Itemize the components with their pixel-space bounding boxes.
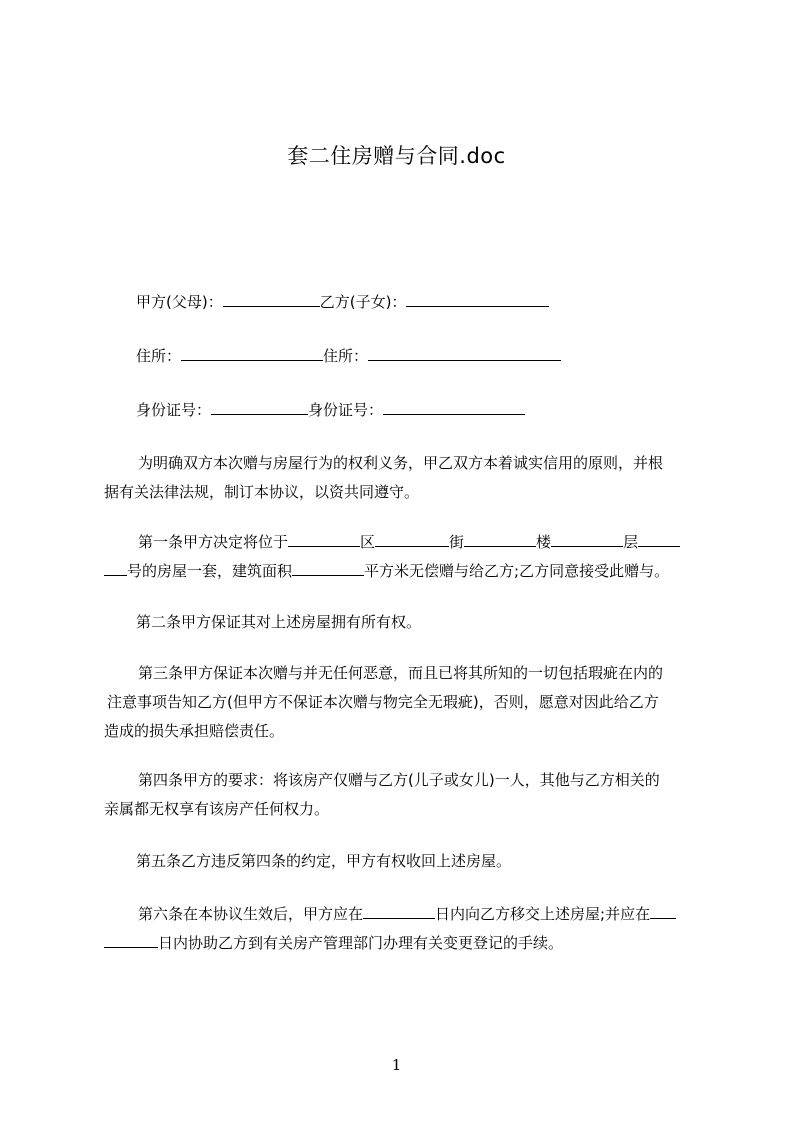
party-b-label: 乙方(子女)： <box>319 293 407 311</box>
article-1-line-1 <box>138 532 738 552</box>
address-line <box>136 346 736 366</box>
article-1-part-1: 第一条甲方决定将位于 <box>138 533 289 551</box>
address-a-label: 住所： <box>136 347 182 365</box>
article-1-part-5: 层 <box>623 533 639 551</box>
article-1-part-4: 楼 <box>536 533 552 551</box>
address-a-blank <box>181 346 323 361</box>
id-b-blank <box>383 400 525 415</box>
address-b-blank <box>368 346 561 361</box>
article-6-line-2 <box>104 933 704 953</box>
article-3-line-3: 造成的损失承担赔偿责任。 <box>104 722 285 740</box>
article-6-part-1: 第六条在本协议生效后，甲方应在 <box>138 905 364 923</box>
article-1-line-2-part-1: 号的房屋一套，建筑面积 <box>127 562 293 580</box>
building-blank <box>464 532 536 547</box>
room-blank-end <box>104 561 127 576</box>
intro-line-1: 为明确双方本次赠与房屋行为的权利义务，甲乙双方本着诚实信用的原则，并根 <box>138 454 664 472</box>
room-blank-start <box>638 532 680 547</box>
article-6-part-2: 日内向乙方移交上述房屋;并应在 <box>435 905 651 923</box>
id-line <box>136 400 736 420</box>
article-1-line-2 <box>104 561 704 581</box>
address-b-label: 住所： <box>323 347 369 365</box>
id-b-label: 身份证号： <box>308 401 384 419</box>
article-5: 第五条乙方违反第四条的约定，甲方有权收回上述房屋。 <box>136 852 512 870</box>
registration-days-blank-end <box>104 933 158 948</box>
article-4-line-1: 第四条甲方的要求：将该房产仅赠与乙方(儿子或女儿)一人，其他与乙方相关的 <box>138 771 660 789</box>
article-1-part-3: 街 <box>449 533 465 551</box>
article-4-line-2: 亲属都无权享有该房产任何权力。 <box>104 800 330 818</box>
party-line <box>136 292 736 312</box>
article-2: 第二条甲方保证其对上述房屋拥有所有权。 <box>136 613 422 631</box>
page-number: 1 <box>391 1056 402 1074</box>
party-a-blank <box>223 292 320 307</box>
floor-blank <box>551 532 623 547</box>
document-title: 套二住房赠与合同.doc <box>287 144 506 168</box>
intro-line-2: 据有关法律法规，制订本协议，以资共同遵守。 <box>104 483 420 501</box>
article-1-line-2-part-2: 平方米无偿赠与给乙方;乙方同意接受此赠与。 <box>364 562 670 580</box>
article-6-line-1 <box>138 904 738 924</box>
article-3-line-1: 第三条甲方保证本次赠与并无任何恶意，而且已将其所知的一切包括瑕疵在内的 <box>138 664 664 682</box>
article-6-line-2-text: 日内协助乙方到有关房产管理部门办理有关变更登记的手续。 <box>158 934 564 952</box>
registration-days-blank-start <box>650 904 676 919</box>
id-a-blank <box>211 400 308 415</box>
street-blank <box>375 532 449 547</box>
handover-days-blank <box>363 904 435 919</box>
district-blank <box>288 532 360 547</box>
party-a-label: 甲方(父母)： <box>136 293 223 311</box>
article-3-line-2: 注意事项告知乙方(但甲方不保证本次赠与物完全无瑕疵)，否则，愿意对因此给乙方 <box>107 693 659 711</box>
id-a-label: 身份证号： <box>136 401 212 419</box>
party-b-blank <box>406 292 549 307</box>
area-blank <box>292 561 364 576</box>
article-1-part-2: 区 <box>360 533 376 551</box>
